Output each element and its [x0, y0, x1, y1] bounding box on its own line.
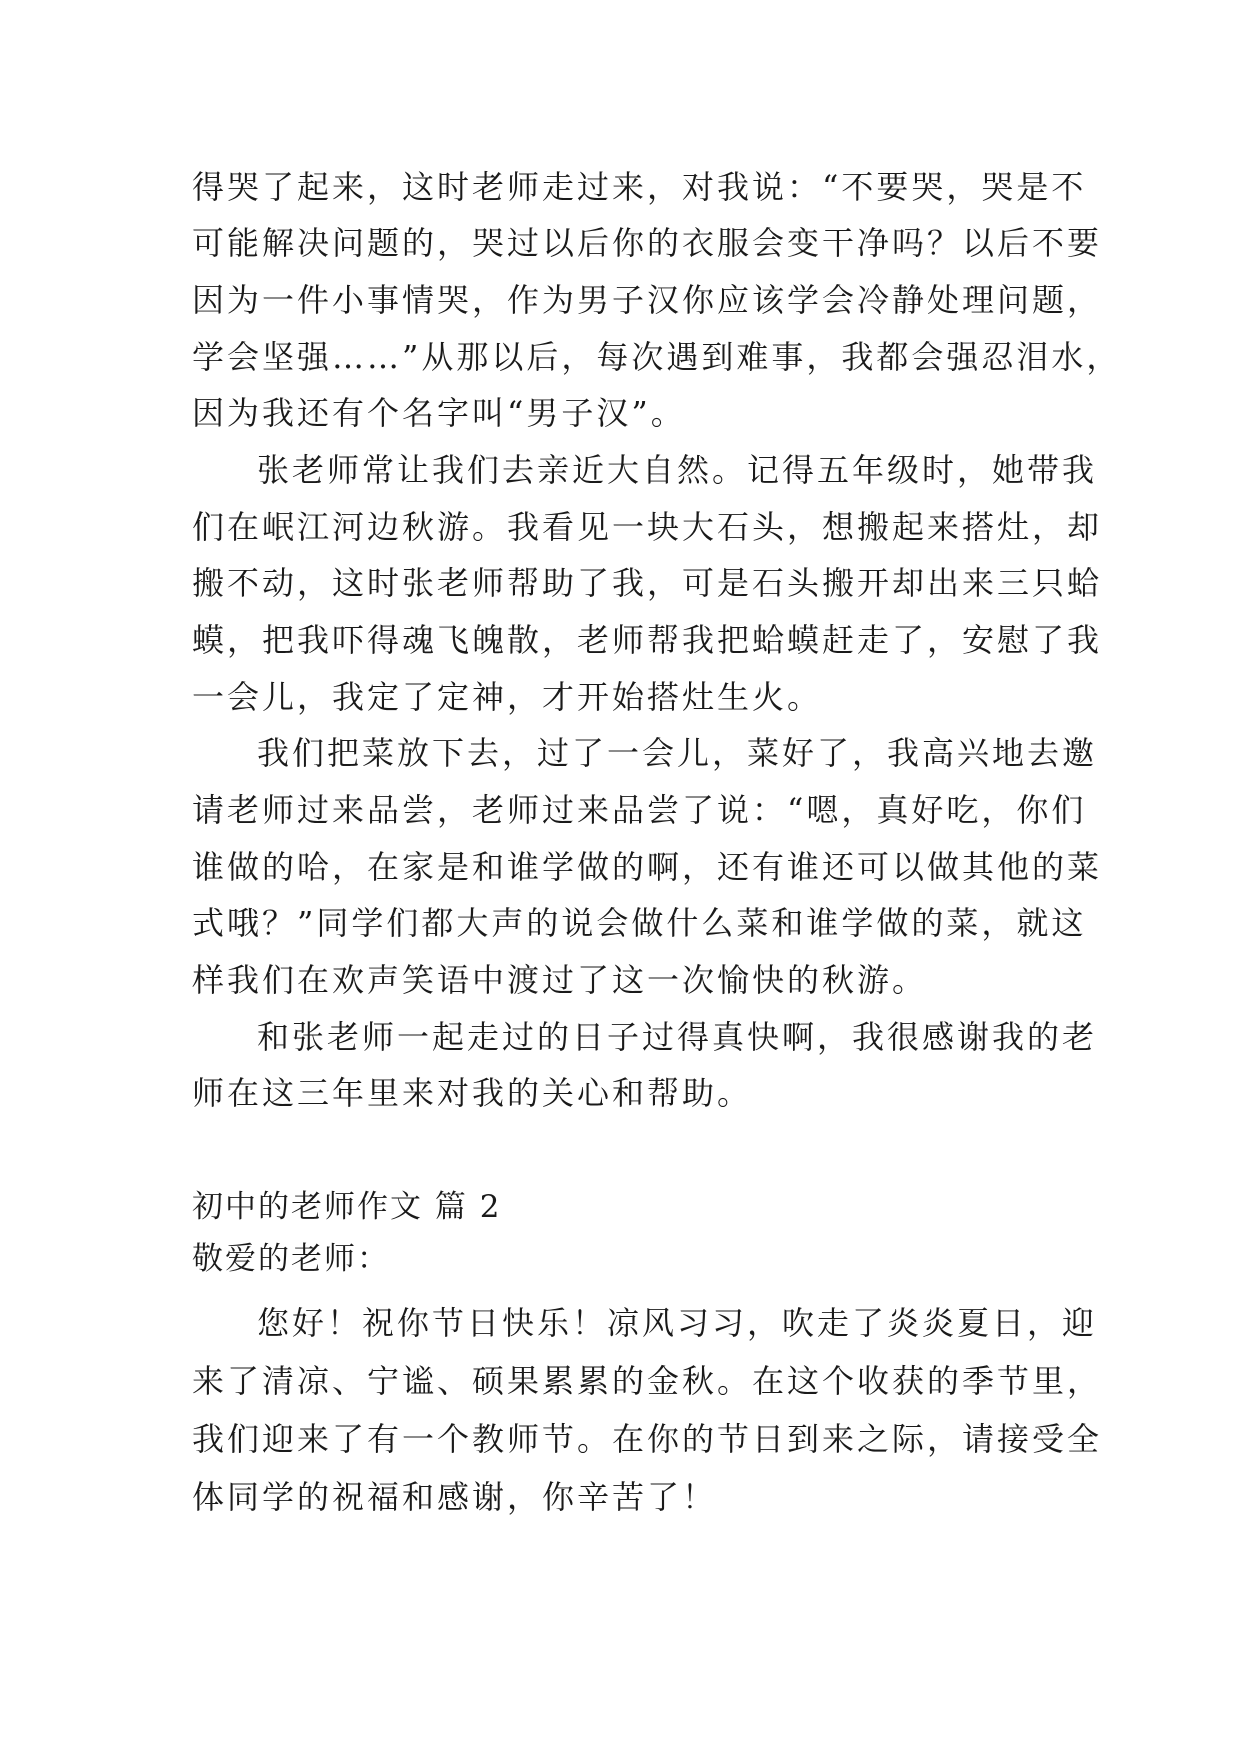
text-line: 和张老师一起走过的日子过得真快啊，我很感谢我的老: [257, 1018, 1098, 1056]
text-line: 师在这三年里来对我的关心和帮助。: [192, 1074, 753, 1112]
text-line: 张老师常让我们去亲近大自然。记得五年级时，她带我: [257, 451, 1098, 489]
text-line: 搬不动，这时张老师帮助了我，可是石头搬开却出来三只蛤: [192, 564, 1103, 602]
text-line: 因为一件小事情哭，作为男子汉你应该学会冷静处理问题，: [192, 281, 1103, 319]
text-line: 们在岷江河边秋游。我看见一块大石头，想搬起来搭灶，却: [192, 508, 1103, 546]
text-line: 得哭了起来，这时老师走过来，对我说：“不要哭，哭是不: [192, 168, 1087, 206]
section-title: 初中的老师作文 篇 2: [192, 1189, 502, 1225]
text-line: 请老师过来品尝，老师过来品尝了说：“嗯，真好吃，你们: [192, 791, 1087, 829]
text-line: 您好！祝你节日快乐！凉风习习，吹走了炎炎夏日，迎: [257, 1304, 1098, 1342]
text-line: 因为我还有个名字叫“男子汉”。: [192, 394, 686, 432]
text-line: 式哦？”同学们都大声的说会做什么菜和谁学做的菜，就这: [192, 904, 1087, 942]
text-line: 我们迎来了有一个教师节。在你的节日到来之际，请接受全: [192, 1420, 1103, 1458]
text-line: 可能解决问题的，哭过以后你的衣服会变干净吗？以后不要: [192, 224, 1103, 262]
text-line: 样我们在欢声笑语中渡过了这一次愉快的秋游。: [192, 961, 928, 999]
text-line: 谁做的哈，在家是和谁学做的啊，还有谁还可以做其他的菜: [192, 848, 1103, 886]
text-line: 体同学的祝福和感谢，你辛苦了！: [192, 1478, 718, 1516]
text-line: 学会坚强……”从那以后，每次遇到难事，我都会强忍泪水，: [192, 338, 1122, 376]
text-line: 我们把菜放下去，过了一会儿，菜好了，我高兴地去邀: [257, 734, 1098, 772]
salutation: 敬爱的老师：: [192, 1241, 390, 1277]
text-line: 蟆，把我吓得魂飞魄散，老师帮我把蛤蟆赶走了，安慰了我: [192, 621, 1103, 659]
text-line: 一会儿，我定了定神，才开始搭灶生火。: [192, 678, 823, 716]
text-line: 来了清凉、宁谧、硕果累累的金秋。在这个收获的季节里，: [192, 1362, 1103, 1400]
